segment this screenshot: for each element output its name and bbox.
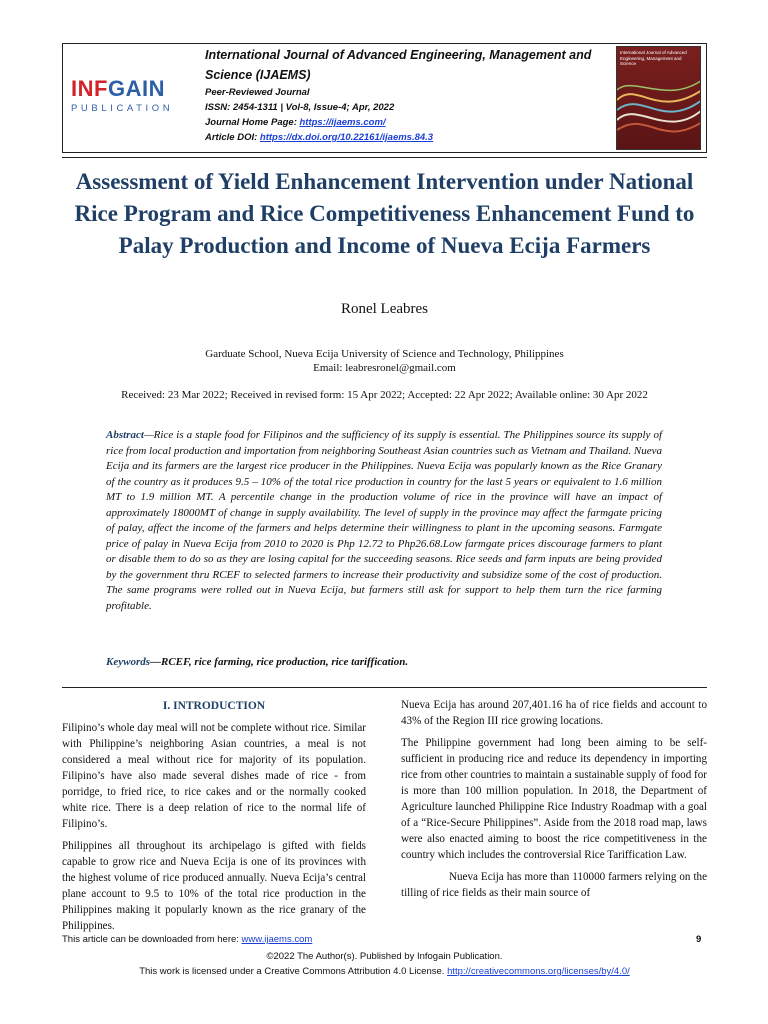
body-paragraph: Nueva Ecija has more than 110000 farmers relying on the tilling of rice fields as their main source of (401, 871, 707, 899)
keywords (106, 656, 662, 668)
footer-download (62, 934, 312, 945)
abstract-text: —Rice is a staple food for Filipinos and the sufficiency of its supply is essential. The Philippines source its supply of rice from local production and importation from neighboring Southeast Asian countries such as Vietnam and Thailand. Nueva Ecija and its farmers are the largest rice producer in the Philippines. Nueva Ecija was popularly known as the Rice Granary of the country as it produces 9.5 – 10% of the total rice production in country for the last 5 years or equivalent to 1.6 million MT to 1.9 million MT. A percentile change in the production volume of rice in the province will have an impact of approximately 18000MT of change in supply availability. The level of supply in the province may affect the farmgate pricing of palay, affect the income of the farmers and helps determine their willingness to plant in the upcoming seasons. Farmgate price of palay in Nueva Ecija from 2010 to 2020 is Php 12.72 to Php26.68.Low farmgate prices discourage farmers to plant or disable them to do so as they are losing capital for the succeeding seasons. Rice seeds and farm inputs are being provided by the government thru RCEF to selected farmers to increase their productivity and subsidize some of the cost of production. The same programs were rolled out in Nueva Ecija, but farmers still ask for support to help them turn the rice farming profitable. (106, 429, 662, 612)
download-link[interactable]: www.ijaems.com (241, 934, 313, 945)
body-paragraph: Nueva Ecija has around 207,401.16 ha of rice fields and account to 43% of the Region III rice growing locations. (401, 699, 707, 727)
infogain-logo (71, 77, 189, 123)
submission-dates: Received: 23 Mar 2022; Received in revised form: 15 Apr 2022; Accepted: 22 Apr 2022; Available online: 30 Apr 2022 (121, 389, 648, 401)
peer-reviewed-label: Peer-Reviewed Journal (205, 87, 310, 98)
keywords-label: Keywords (106, 656, 150, 668)
abstract (106, 428, 662, 614)
issn-line: ISSN: 2454-1311 | Vol-8, Issue-4; Apr, 2022 (205, 102, 395, 113)
left-column (62, 692, 366, 940)
body-paragraph: Filipino’s whole day meal will not be complete without rice. Similar with Philippine’s neighboring Asian countries, a meal is not considered a meal without rice for majority of its population. Filipino’s have also made several dishes made of rice - from porridge, to fried rice, to rice cakes and or the normally cooked white rice. There is a deep relation of rice to the normal life of Filipino’s. (62, 722, 366, 830)
logo-subtitle: PUBLICATION (71, 103, 174, 114)
abstract-rule (62, 687, 707, 688)
author-name: Ronel Leabres (340, 301, 429, 317)
journal-cover-image (616, 46, 701, 150)
doi-line (205, 130, 605, 145)
logo-text-part2: GAIN (107, 76, 165, 101)
header-rule (62, 157, 707, 158)
author-email: Email: leabresronel@gmail.com (313, 362, 456, 374)
logo-text-part1: INF (71, 76, 108, 101)
journal-title: International Journal of Advanced Engineering, Management and Science (IJAEMS) (205, 48, 592, 82)
paper-title: Assessment of Yield Enhancement Intervention under National Rice Program and Rice Competitiveness Enhancement Fund to Palay Production and Income of Nueva Ecija Farmers (74, 169, 695, 258)
homepage-link[interactable]: https://ijaems.com/ (299, 117, 386, 128)
right-column (401, 697, 707, 907)
page-number: 9 (696, 934, 702, 945)
cover-title: International Journal of Advanced Engineering, Management and Science (620, 50, 687, 66)
journal-header (62, 43, 707, 153)
abstract-label: Abstract (106, 429, 144, 441)
affiliation-block (62, 347, 707, 375)
journal-info (205, 44, 605, 145)
body-paragraph: The Philippine government had long been aiming to be self-sufficient in producing rice and reduce its dependency in importing rice from other countries to maintain a sustainable supply of food for is more than 100 million population. In 2018, the Department of Agriculture launched Philippine Rice Industry Roadmap with a goal of a “Rice-Secure Philippines”. Aside from the 2018 road map, laws were also enacted aiming to boost the rice competitiveness in the country which includes the controversial Rice Tariffication Law. (401, 737, 707, 861)
doi-label: Article DOI: (205, 132, 260, 143)
affiliation: Garduate School, Nueva Ecija University of Science and Technology, Philippines (205, 348, 564, 360)
body-paragraph: Philippines all throughout its archipelago is gifted with fields capable to grow rice and Nueva Ecija is one of its provinces with the highest volume of rice produced annually. Nueva Ecija’s central plane account to 9.5 to 10% of the total rice production in the Philippines making it popularly known as the rice granary of the Philippines. (62, 840, 366, 932)
download-text: This article can be downloaded from here: (62, 934, 242, 945)
cover-swirl-graphic (617, 70, 701, 150)
license-line (62, 966, 707, 977)
section-heading: I. INTRODUCTION (162, 700, 266, 712)
license-link[interactable]: http://creativecommons.org/licenses/by/4.0/ (447, 966, 630, 977)
license-text: This work is licensed under a Creative Commons Attribution 4.0 License. (139, 966, 448, 977)
copyright-line: ©2022 The Author(s). Published by Infogain Publication. (266, 951, 503, 962)
doi-link[interactable]: https://dx.doi.org/10.22161/ijaems.84.3 (259, 132, 434, 143)
homepage-label: Journal Home Page: (205, 117, 300, 128)
keywords-text: —RCEF, rice farming, rice production, rice tariffication. (150, 656, 409, 668)
homepage-line (205, 115, 605, 130)
